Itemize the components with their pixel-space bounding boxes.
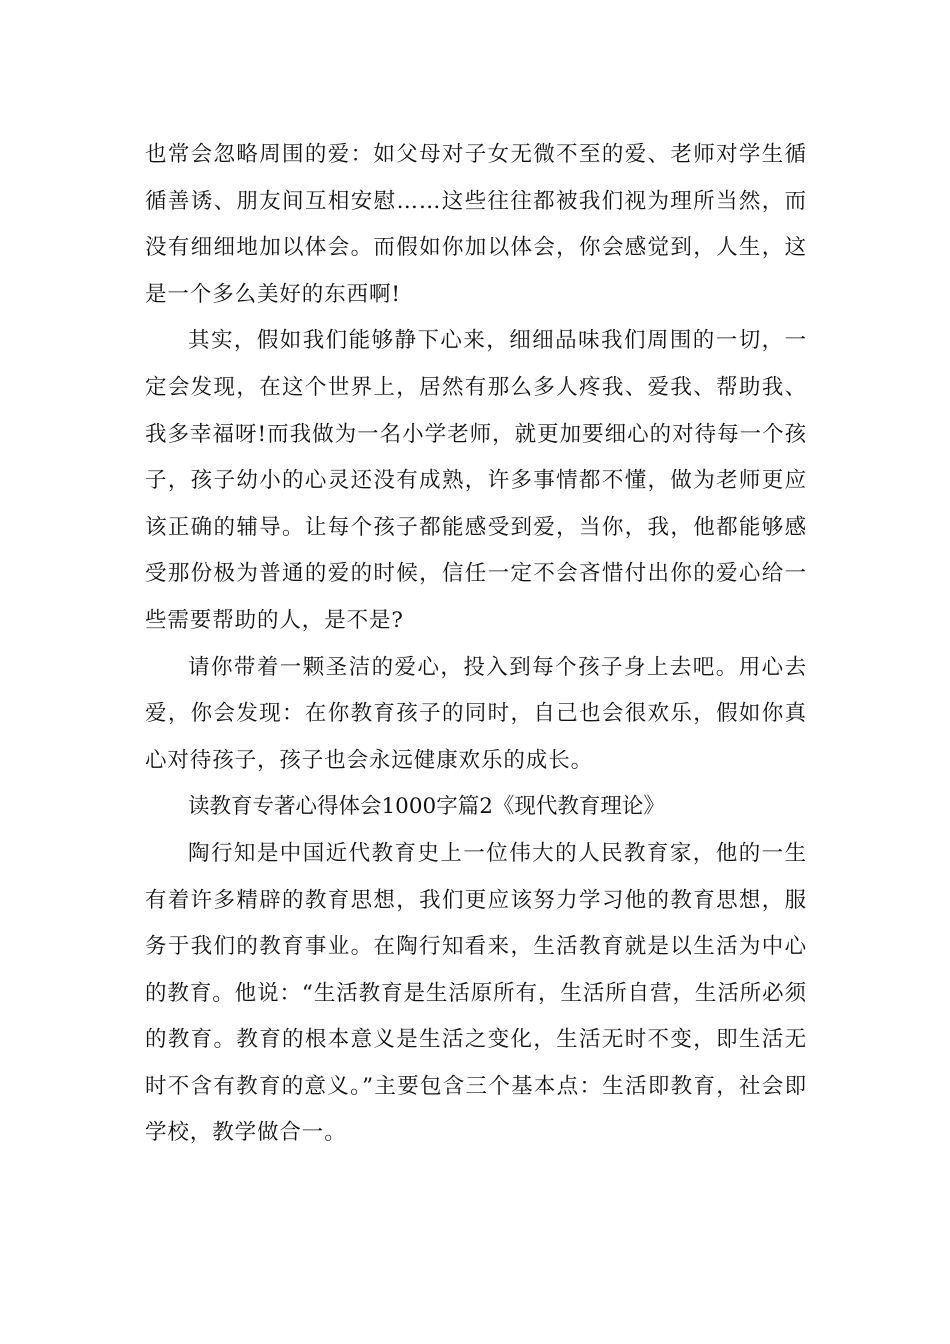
paragraph: 陶行知是中国近代教育史上一位伟大的人民教育家，他的一生有着许多精辟的教育思想，我们更应该努力学习他的教育思想，服务于我们的教育事业。在陶行知看来，生活教育就是以生活为中心的教育。他说：“生活教育是生活原所有，生活所自营，生活所必须的教育。教育的根本意义是生活之变化，生活无时不变，即生活无时不含有教育的意义。”主要包含三个基本点：生活即教育，社会即学校，教学做合一。 — [145, 840, 807, 1146]
paragraph: 其实，假如我们能够静下心来，细细品味我们周围的一切，一定会发现，在这个世界上，居然有那么多人疼我、爱我、帮助我、我多幸福呀!而我做为一名小学老师，就更加要细心的对待每一个孩子，孩子幼小的心灵还没有成熟，许多事情都不懂，做为老师更应该正确的辅导。让每个孩子都能感受到爱，当你，我，他都能够感受那份极为普通的爱的时候，信任一定不会吝惜付出你的爱心给一些需要帮助的人，是不是? — [145, 328, 807, 633]
document-body — [145, 132, 807, 1157]
paragraph-continued: 也常会忽略周围的爱：如父母对子女无微不至的爱、老师对学生循循善诱、朋友间互相安慰……这些往往都被我们视为理所当然，而没有细细地加以体会。而假如你加以体会，你会感觉到，人生，这是一个多么美好的东西啊! — [145, 142, 807, 307]
section-heading: 读教育专著心得体会1000字篇2《现代教育理论》 — [188, 794, 665, 820]
paragraph: 请你带着一颗圣洁的爱心，投入到每个孩子身上去吧。用心去爱，你会发现：在你教育孩子的同时，自己也会很欢乐，假如你真心对待孩子，孩子也会永远健康欢乐的成长。 — [145, 654, 807, 773]
